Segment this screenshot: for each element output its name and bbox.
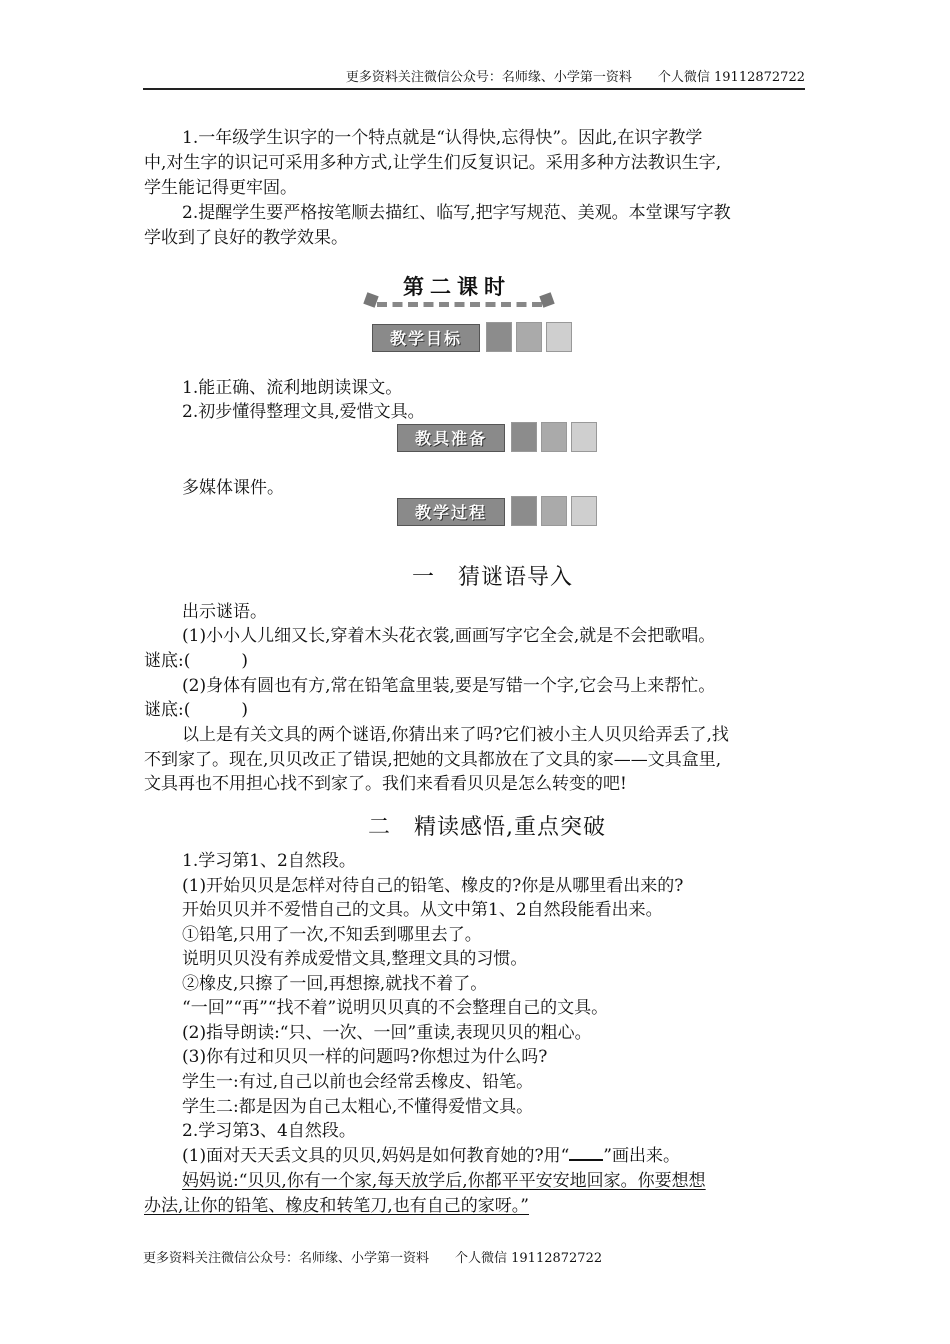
tools-item-1: 多媒体课件。 bbox=[182, 478, 284, 498]
section2-line: (2)指导朗读:“只、一次、一回”重读,表现贝贝的粗心。 bbox=[182, 1023, 592, 1043]
lesson-title-banner bbox=[365, 268, 555, 312]
badge-block bbox=[541, 422, 567, 452]
section1-line: (1)小小人儿细又长,穿着木头花衣裳,画画写字它全会,就是不会把歌唱。 bbox=[182, 626, 716, 646]
section2-line: “一回”“再”“找不着”说明贝贝真的不会整理自己的文具。 bbox=[182, 998, 609, 1018]
underline-blank bbox=[569, 1145, 603, 1161]
footer-text: 更多资料关注微信公众号：名师缘、小学第一资料 个人微信 19112872722 bbox=[143, 1251, 603, 1266]
goal-2: 2.初步懂得整理文具,爱惜文具。 bbox=[182, 402, 425, 422]
goals-badge-label: 教学目标 bbox=[372, 324, 480, 352]
section2-line: 学生二:都是因为自己太粗心,不懂得爱惜文具。 bbox=[182, 1097, 534, 1117]
mother-quote-line1: 妈妈说:“贝贝,你有一个家,每天放学后,你都平平安安地回家。你要想想 bbox=[182, 1171, 706, 1191]
badge-block bbox=[516, 322, 542, 352]
section1-line: 不到家了。现在,贝贝改正了错误,把她的文具都放在了文具的家——文具盒里, bbox=[144, 750, 722, 770]
page-header bbox=[143, 66, 805, 90]
section2-line: 1.学习第1、2自然段。 bbox=[182, 851, 356, 871]
badge-block bbox=[511, 496, 537, 526]
intro-p1-line3: 学生能记得更牢固。 bbox=[144, 178, 297, 198]
intro-p2-line1: 2.提醒学生要严格按笔顺去描红、临写,把字写规范、美观。本堂课写字教 bbox=[182, 203, 731, 223]
intro-p1-line2: 中,对生字的识记可采用多种方式,让学生们反复识记。采用多种方法教识生字, bbox=[144, 153, 722, 173]
section2-line: 说明贝贝没有养成爱惜文具,整理文具的习惯。 bbox=[182, 949, 528, 969]
section1-line: 谜底:( ) bbox=[144, 700, 248, 720]
badge-block bbox=[541, 496, 567, 526]
badge-block bbox=[546, 322, 572, 352]
banner-decoration-right bbox=[539, 292, 554, 307]
section2-line: ②橡皮,只擦了一回,再想擦,就找不着了。 bbox=[182, 974, 488, 994]
section1-line: 以上是有关文具的两个谜语,你猜出来了吗?它们被小主人贝贝给弄丢了,找 bbox=[182, 725, 729, 745]
banner-dashed-line bbox=[377, 302, 542, 307]
question-text-end: ”画出来。 bbox=[603, 1146, 680, 1166]
section1-line: 出示谜语。 bbox=[182, 602, 267, 622]
intro-p2-line2: 学收到了良好的教学效果。 bbox=[144, 228, 348, 248]
header-text: 更多资料关注微信公众号：名师缘、小学第一资料 个人微信 19112872722 bbox=[345, 70, 805, 85]
question-text-start: (1)面对天天丢文具的贝贝,妈妈是如何教育她的?用“ bbox=[182, 1146, 570, 1166]
badge-block bbox=[486, 322, 512, 352]
section2-title: 二 精读感悟,重点突破 bbox=[368, 815, 606, 840]
page-footer bbox=[143, 1247, 602, 1266]
section2-line bbox=[182, 1144, 680, 1168]
badge-block bbox=[571, 496, 597, 526]
section1-title: 一 猜谜语导入 bbox=[412, 565, 574, 590]
section1-line: 谜底:( ) bbox=[144, 651, 248, 671]
badge-block bbox=[511, 422, 537, 452]
section2-line: (1)开始贝贝是怎样对待自己的铅笔、橡皮的?你是从哪里看出来的? bbox=[182, 876, 684, 896]
section2-line: ①铅笔,只用了一次,不知丢到哪里去了。 bbox=[182, 925, 482, 945]
section1-line: 文具再也不用担心找不到家了。我们来看看贝贝是怎么转变的吧! bbox=[144, 774, 627, 794]
goal-1: 1.能正确、流利地朗读课文。 bbox=[182, 378, 403, 398]
process-badge-label: 教学过程 bbox=[397, 498, 505, 526]
section2-line: 开始贝贝并不爱惜自己的文具。从文中第1、2自然段能看出来。 bbox=[182, 900, 663, 920]
lesson-title: 第二课时 bbox=[403, 275, 511, 299]
tools-badge-label: 教具准备 bbox=[397, 424, 505, 452]
mother-quote-line2: 办法,让你的铅笔、橡皮和转笔刀,也有自己的家呀。” bbox=[144, 1196, 529, 1216]
section1-line: (2)身体有圆也有方,常在铅笔盒里装,要是写错一个字,它会马上来帮忙。 bbox=[182, 676, 716, 696]
intro-p1-line1: 1.一年级学生识字的一个特点就是“认得快,忘得快”。因此,在识字教学 bbox=[182, 128, 703, 148]
badge-block bbox=[571, 422, 597, 452]
section2-line: 2.学习第3、4自然段。 bbox=[182, 1121, 356, 1141]
section2-line: (3)你有过和贝贝一样的问题吗?你想过为什么吗? bbox=[182, 1047, 548, 1067]
section2-line: 学生一:有过,自己以前也会经常丢橡皮、铅笔。 bbox=[182, 1072, 534, 1092]
